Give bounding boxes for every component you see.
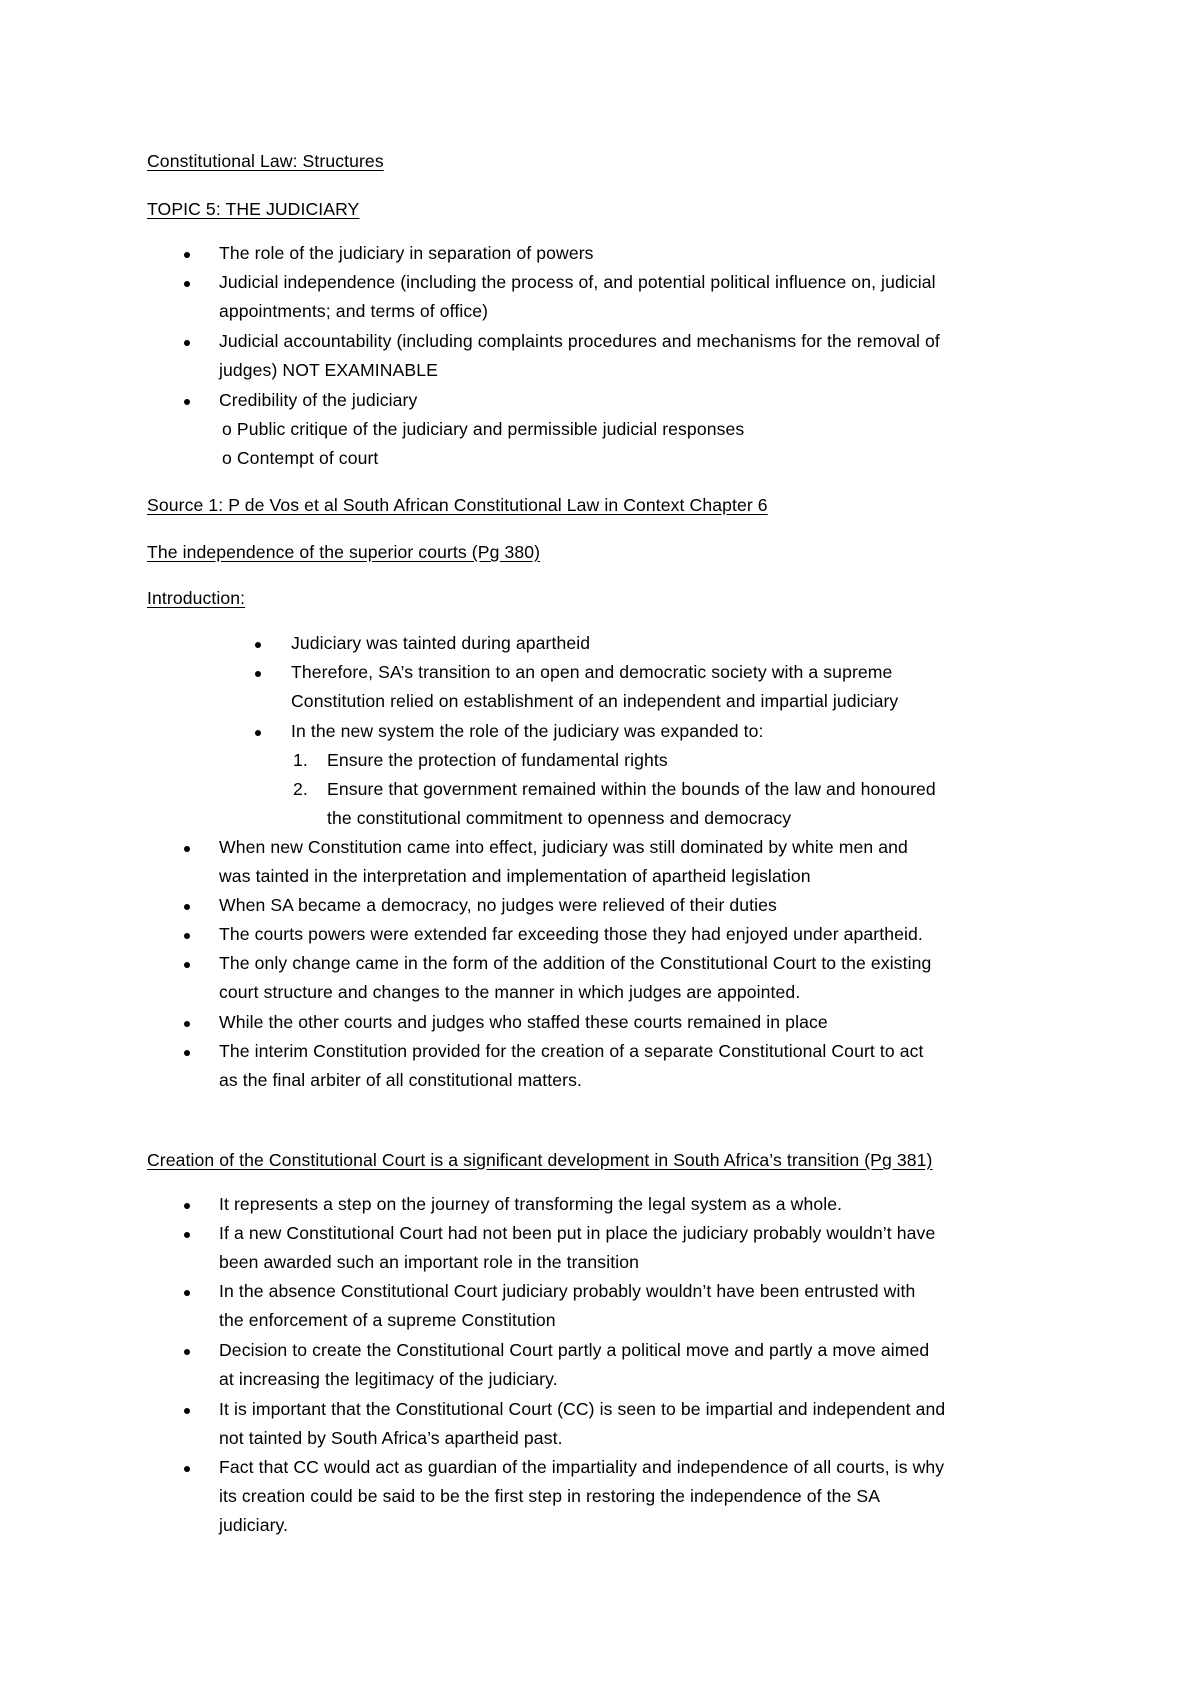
list-item-continuation: at increasing the legitimacy of the judiciary. (219, 1369, 558, 1389)
bullet-icon (255, 730, 261, 736)
list-number: 1. (293, 750, 308, 770)
list-item-continuation: judges) NOT EXAMINABLE (219, 360, 438, 380)
list-item: It is important that the Constitutional Court (CC) is seen to be impartial and independent and (219, 1399, 946, 1419)
bullet-icon (184, 933, 190, 939)
list-item: The interim Constitution provided for the creation of a separate Constitutional Court to act (219, 1041, 924, 1061)
bullet-icon (184, 904, 190, 910)
course-title: Constitutional Law: Structures (147, 151, 384, 171)
list-item: Judicial accountability (including complaints procedures and mechanisms for the removal of (219, 331, 940, 351)
bullet-icon (255, 642, 261, 648)
list-item-continuation: been awarded such an important role in the transition (219, 1252, 639, 1272)
list-item: When SA became a democracy, no judges were relieved of their duties (219, 895, 777, 915)
list-number: 2. (293, 779, 308, 799)
list-item-continuation: not tainted by South Africa’s apartheid past. (219, 1428, 563, 1448)
bullet-icon (184, 1290, 190, 1296)
list-item: When new Constitution came into effect, judiciary was still dominated by white men and (219, 837, 908, 857)
bullet-icon (184, 1050, 190, 1056)
list-item-continuation: appointments; and terms of office) (219, 301, 489, 321)
section-title: Creation of the Constitutional Court is a significant development in South Africa’s transition (Pg 381) (147, 1150, 933, 1170)
list-item-continuation: the enforcement of a supreme Constitution (219, 1310, 556, 1330)
list-item-continuation: court structure and changes to the manner in which judges are appointed. (219, 982, 801, 1002)
list-item: Decision to create the Constitutional Court partly a political move and partly a move aimed (219, 1340, 930, 1360)
list-item-continuation: was tainted in the interpretation and implementation of apartheid legislation (219, 866, 811, 886)
source-citation: Source 1: P de Vos et al South African Constitutional Law in Context Chapter 6 (147, 495, 768, 515)
bullet-icon (184, 340, 190, 346)
topic-title: TOPIC 5: THE JUDICIARY (147, 199, 360, 219)
bullet-icon (255, 671, 261, 677)
list-item-continuation: judiciary. (219, 1515, 289, 1535)
list-item: In the absence Constitutional Court judiciary probably wouldn’t have been entrusted with (219, 1281, 916, 1301)
bullet-icon (184, 1349, 190, 1355)
list-item: Judicial independence (including the process of, and potential political influence on, judicial (219, 272, 936, 292)
bullet-icon (184, 1021, 190, 1027)
bullet-icon (184, 252, 190, 258)
list-item: In the new system the role of the judiciary was expanded to: (291, 721, 764, 741)
introduction-label: Introduction: (147, 588, 246, 608)
section-title: The independence of the superior courts (Pg 380) (147, 542, 541, 562)
list-item-continuation: as the final arbiter of all constitutional matters. (219, 1070, 583, 1090)
list-item: It represents a step on the journey of transforming the legal system as a whole. (219, 1194, 843, 1214)
list-item-continuation: its creation could be said to be the first step in restoring the independence of the SA (219, 1486, 881, 1506)
list-item: If a new Constitutional Court had not been put in place the judiciary probably wouldn’t have (219, 1223, 936, 1243)
bullet-icon (184, 1203, 190, 1209)
sub-item: o Contempt of court (222, 448, 379, 468)
sub-item: o Public critique of the judiciary and permissible judicial responses (222, 419, 745, 439)
bullet-icon (184, 281, 190, 287)
list-item: The only change came in the form of the addition of the Constitutional Court to the existing (219, 953, 932, 973)
list-item: The courts powers were extended far exceeding those they had enjoyed under apartheid. (219, 924, 923, 944)
list-item: Judiciary was tainted during apartheid (291, 633, 591, 653)
numbered-item: Ensure the protection of fundamental rights (327, 750, 668, 770)
numbered-item-continuation: the constitutional commitment to openness and democracy (327, 808, 792, 828)
list-item-continuation: Constitution relied on establishment of an independent and impartial judiciary (291, 691, 899, 711)
bullet-icon (184, 846, 190, 852)
bullet-icon (184, 399, 190, 405)
bullet-icon (184, 1232, 190, 1238)
list-item: Credibility of the judiciary (219, 390, 418, 410)
bullet-icon (184, 1466, 190, 1472)
bullet-icon (184, 962, 190, 968)
list-item: Therefore, SA’s transition to an open and democratic society with a supreme (291, 662, 893, 682)
list-item: The role of the judiciary in separation of powers (219, 243, 594, 263)
bullet-icon (184, 1408, 190, 1414)
list-item: Fact that CC would act as guardian of the impartiality and independence of all courts, is why (219, 1457, 945, 1477)
numbered-item: Ensure that government remained within the bounds of the law and honoured (327, 779, 936, 799)
list-item: While the other courts and judges who staffed these courts remained in place (219, 1012, 828, 1032)
